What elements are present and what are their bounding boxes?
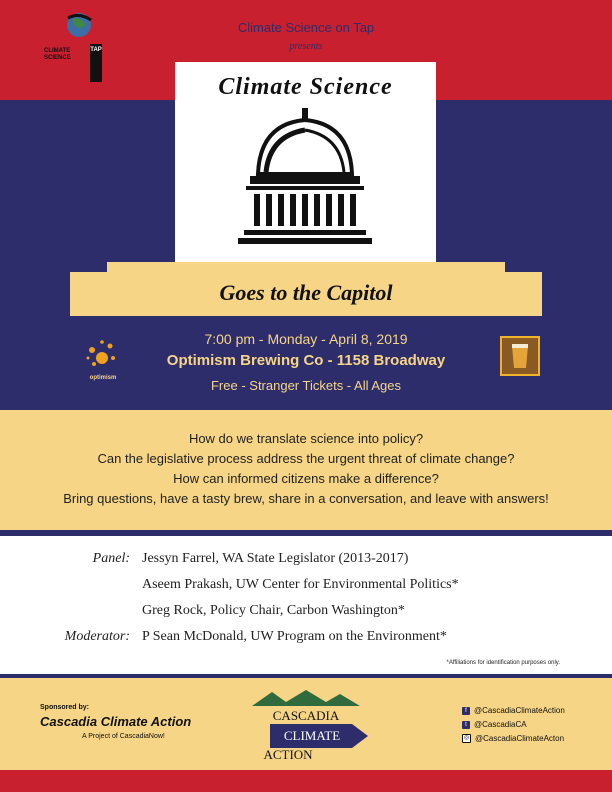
title-line-2: Goes to the Capitol [219,280,393,305]
panel-label: Panel: [92,551,130,566]
sponsor-name: Cascadia Climate Action [40,714,192,729]
panelist-1: Jessyn Farrel, WA State Legislator (2013-2017) [142,551,409,566]
question-3: How can informed citizens make a difference? [173,471,439,486]
questions-band [0,410,612,530]
social-facebook[interactable]: f @CascadiaClimateAction [462,706,565,715]
panelist-2: Aseem Prakash, UW Center for Environmental Politics* [142,577,459,592]
organizer-name: Climate Science on Tap [237,20,375,35]
cca-line-2: CLIMATE [283,728,341,743]
cca-line-3: ACTION [263,747,313,762]
affiliation-note: *Affiliations for identification purposes only. [446,660,560,666]
title-step [107,262,505,272]
logo-tap-handle: TAP [90,44,102,82]
moderator-name: P Sean McDonald, UW Program on the Environment* [142,629,447,644]
beer-glass-icon [502,338,538,374]
sponsored-by-label: Sponsored by: [40,704,90,711]
twitter-icon: t [462,721,470,729]
logo-text: CLIMATE SCIENCE [44,48,71,61]
social-instagram[interactable]: ◎ @CascadiaClimateActon [463,734,565,743]
social-twitter[interactable]: t @CascadiaCA [462,720,527,729]
event-tickets: Free - Stranger Tickets - All Ages [210,378,402,393]
bottom-red-band [0,770,612,792]
panelist-3: Greg Rock, Policy Chair, Carbon Washington* [142,603,405,618]
title-line-1: Climate Science [218,74,393,100]
presents-label: presents [289,41,323,52]
capitol-dome-icon [230,106,380,252]
cca-line-1: CASCADIA [272,708,340,723]
question-4: Bring questions, have a tasty brew, share in a conversation, and leave with answers! [63,491,549,506]
optimism-label: optimism [89,375,117,381]
question-2: Can the legislative process address the urgent threat of climate change? [97,451,515,466]
beer-photo [500,336,540,376]
sponsor-subtitle: A Project of CascadiaNow! [82,733,165,740]
cascadia-climate-action-logo [240,688,372,762]
facebook-icon: f [462,707,470,715]
event-time: 7:00 pm - Monday - April 8, 2019 [204,331,408,347]
moderator-label: Moderator: [64,629,130,644]
question-1: How do we translate science into policy? [188,431,424,446]
title-box [175,62,436,262]
event-venue: Optimism Brewing Co - 1158 Broadway [166,352,446,369]
instagram-icon: ◎ [463,735,470,742]
